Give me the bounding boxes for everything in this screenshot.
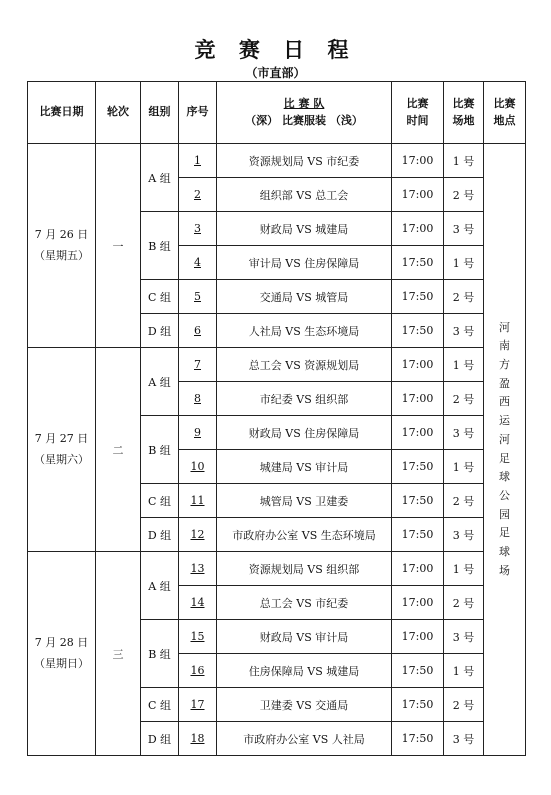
header-venue bbox=[484, 82, 526, 144]
header-teams-title: 比 赛 队 bbox=[283, 97, 325, 110]
group-cell: D 组 bbox=[141, 518, 179, 552]
field-cell: 2 号 bbox=[444, 586, 484, 620]
field-cell: 1 号 bbox=[444, 450, 484, 484]
teams-cell: 交通局 VS 城管局 bbox=[217, 280, 392, 314]
seq-cell bbox=[179, 586, 217, 620]
seq-cell bbox=[179, 348, 217, 382]
field-cell: 2 号 bbox=[444, 688, 484, 722]
group-cell: B 组 bbox=[141, 212, 179, 280]
time-cell: 17:50 bbox=[392, 280, 444, 314]
teams-cell: 审计局 VS 住房保障局 bbox=[217, 246, 392, 280]
header-field bbox=[444, 82, 484, 144]
header-venue-line1: 比赛 bbox=[493, 97, 516, 110]
seq-cell bbox=[179, 654, 217, 688]
match-date-cell bbox=[28, 348, 96, 552]
teams-cell: 人社局 VS 生态环境局 bbox=[217, 314, 392, 348]
seq-cell bbox=[179, 620, 217, 654]
group-cell: B 组 bbox=[141, 416, 179, 484]
seq-number: 14 bbox=[190, 596, 205, 609]
field-cell: 1 号 bbox=[444, 552, 484, 586]
seq-number: 16 bbox=[190, 664, 205, 677]
seq-number: 17 bbox=[190, 698, 205, 711]
time-cell: 17:50 bbox=[392, 518, 444, 552]
match-weekday: （星期五） bbox=[34, 248, 89, 262]
time-cell: 17:00 bbox=[392, 416, 444, 450]
seq-cell bbox=[179, 722, 217, 756]
venue-char: 西 bbox=[499, 395, 510, 409]
group-cell: C 组 bbox=[141, 688, 179, 722]
table-row bbox=[28, 144, 526, 178]
seq-cell bbox=[179, 314, 217, 348]
teams-cell: 市纪委 VS 组织部 bbox=[217, 382, 392, 416]
teams-cell: 总工会 VS 资源规划局 bbox=[217, 348, 392, 382]
teams-cell: 财政局 VS 审计局 bbox=[217, 620, 392, 654]
group-cell: C 组 bbox=[141, 280, 179, 314]
seq-cell bbox=[179, 688, 217, 722]
time-cell: 17:50 bbox=[392, 722, 444, 756]
group-cell: A 组 bbox=[141, 552, 179, 620]
time-cell: 17:50 bbox=[392, 450, 444, 484]
seq-cell bbox=[179, 552, 217, 586]
field-cell: 2 号 bbox=[444, 382, 484, 416]
teams-cell: 城建局 VS 审计局 bbox=[217, 450, 392, 484]
time-cell: 17:50 bbox=[392, 654, 444, 688]
venue-char: 方 bbox=[499, 358, 510, 372]
teams-cell: 财政局 VS 城建局 bbox=[217, 212, 392, 246]
match-date-cell bbox=[28, 144, 96, 348]
seq-number: 4 bbox=[194, 256, 201, 269]
time-cell: 17:50 bbox=[392, 484, 444, 518]
teams-cell: 城管局 VS 卫建委 bbox=[217, 484, 392, 518]
teams-cell: 市政府办公室 VS 人社局 bbox=[217, 722, 392, 756]
seq-number: 6 bbox=[194, 324, 201, 337]
field-cell: 1 号 bbox=[444, 348, 484, 382]
teams-cell: 总工会 VS 市纪委 bbox=[217, 586, 392, 620]
match-date-cell bbox=[28, 552, 96, 756]
round-cell: 一 bbox=[96, 144, 141, 348]
venue-char: 河 bbox=[499, 320, 510, 334]
page-title: 竞 赛 日 程 bbox=[194, 38, 357, 62]
header-group: 组别 bbox=[141, 82, 179, 144]
teams-cell: 住房保障局 VS 城建局 bbox=[217, 654, 392, 688]
table-row bbox=[28, 348, 526, 382]
time-cell: 17:00 bbox=[392, 552, 444, 586]
seq-number: 7 bbox=[194, 358, 201, 371]
time-cell: 17:00 bbox=[392, 348, 444, 382]
field-cell: 3 号 bbox=[444, 212, 484, 246]
group-cell: D 组 bbox=[141, 314, 179, 348]
schedule-body bbox=[28, 144, 526, 756]
seq-cell bbox=[179, 416, 217, 450]
group-cell: C 组 bbox=[141, 484, 179, 518]
time-cell: 17:00 bbox=[392, 382, 444, 416]
seq-number: 5 bbox=[194, 290, 201, 303]
seq-cell bbox=[179, 484, 217, 518]
schedule-table bbox=[27, 81, 526, 756]
time-cell: 17:00 bbox=[392, 212, 444, 246]
header-time-line2: 时间 bbox=[406, 113, 429, 127]
header-venue-line2: 地点 bbox=[493, 113, 516, 127]
round-cell: 三 bbox=[96, 552, 141, 756]
seq-cell bbox=[179, 382, 217, 416]
seq-cell bbox=[179, 518, 217, 552]
group-cell: A 组 bbox=[141, 144, 179, 212]
header-date: 比赛日期 bbox=[28, 82, 96, 144]
match-weekday: （星期日） bbox=[34, 656, 89, 670]
header-time-line1: 比赛 bbox=[406, 97, 429, 110]
venue-char: 足 bbox=[499, 526, 510, 540]
table-row bbox=[28, 552, 526, 586]
field-cell: 2 号 bbox=[444, 484, 484, 518]
time-cell: 17:50 bbox=[392, 688, 444, 722]
seq-number: 2 bbox=[194, 188, 201, 201]
teams-cell: 资源规划局 VS 组织部 bbox=[217, 552, 392, 586]
seq-cell bbox=[179, 212, 217, 246]
round-cell: 二 bbox=[96, 348, 141, 552]
field-cell: 1 号 bbox=[444, 654, 484, 688]
venue-cell bbox=[484, 144, 526, 756]
group-cell: B 组 bbox=[141, 620, 179, 688]
field-cell: 3 号 bbox=[444, 518, 484, 552]
match-date: 7 月 28 日 bbox=[34, 635, 89, 649]
teams-cell: 资源规划局 VS 市纪委 bbox=[217, 144, 392, 178]
venue-char: 场 bbox=[499, 563, 510, 577]
seq-number: 10 bbox=[190, 460, 205, 473]
time-cell: 17:00 bbox=[392, 178, 444, 212]
venue-char: 园 bbox=[499, 507, 510, 521]
seq-cell bbox=[179, 450, 217, 484]
page-subtitle: （市直部） bbox=[245, 66, 306, 80]
time-cell: 17:00 bbox=[392, 620, 444, 654]
group-cell: D 组 bbox=[141, 722, 179, 756]
teams-cell: 财政局 VS 住房保障局 bbox=[217, 416, 392, 450]
seq-number: 8 bbox=[194, 392, 201, 405]
field-cell: 2 号 bbox=[444, 280, 484, 314]
field-cell: 3 号 bbox=[444, 416, 484, 450]
header-teams-uniform: （深） 比赛服装 （浅） bbox=[245, 113, 363, 127]
match-weekday: （星期六） bbox=[34, 452, 89, 466]
time-cell: 17:50 bbox=[392, 314, 444, 348]
field-cell: 3 号 bbox=[444, 722, 484, 756]
seq-cell bbox=[179, 144, 217, 178]
teams-cell: 组织部 VS 总工会 bbox=[217, 178, 392, 212]
venue-char: 球 bbox=[499, 544, 510, 558]
group-cell: A 组 bbox=[141, 348, 179, 416]
seq-number: 9 bbox=[194, 426, 201, 439]
header-field-line2: 场地 bbox=[452, 113, 475, 127]
venue-char: 河 bbox=[499, 432, 510, 446]
header-round: 轮次 bbox=[96, 82, 141, 144]
venue-char: 足 bbox=[499, 451, 510, 465]
seq-cell bbox=[179, 246, 217, 280]
field-cell: 1 号 bbox=[444, 144, 484, 178]
header-time bbox=[392, 82, 444, 144]
field-cell: 2 号 bbox=[444, 178, 484, 212]
venue-char: 运 bbox=[499, 414, 510, 428]
venue-char: 南 bbox=[499, 339, 510, 353]
header-field-line1: 比赛 bbox=[452, 97, 475, 110]
seq-number: 13 bbox=[190, 562, 205, 575]
venue-char: 公 bbox=[499, 488, 510, 502]
seq-number: 1 bbox=[194, 154, 201, 167]
table-header-row bbox=[28, 82, 526, 144]
field-cell: 3 号 bbox=[444, 314, 484, 348]
match-date: 7 月 26 日 bbox=[34, 227, 89, 241]
field-cell: 3 号 bbox=[444, 620, 484, 654]
time-cell: 17:00 bbox=[392, 586, 444, 620]
venue-char: 球 bbox=[499, 470, 510, 484]
seq-number: 3 bbox=[194, 222, 201, 235]
seq-number: 12 bbox=[190, 528, 205, 541]
teams-cell: 市政府办公室 VS 生态环境局 bbox=[217, 518, 392, 552]
time-cell: 17:00 bbox=[392, 144, 444, 178]
seq-number: 18 bbox=[190, 732, 205, 745]
teams-cell: 卫建委 VS 交通局 bbox=[217, 688, 392, 722]
match-date: 7 月 27 日 bbox=[34, 431, 89, 445]
seq-number: 15 bbox=[190, 630, 205, 643]
seq-cell bbox=[179, 178, 217, 212]
venue-char: 盈 bbox=[499, 376, 510, 390]
seq-number: 11 bbox=[190, 494, 205, 507]
time-cell: 17:50 bbox=[392, 246, 444, 280]
field-cell: 1 号 bbox=[444, 246, 484, 280]
header-teams bbox=[217, 82, 392, 144]
header-seq: 序号 bbox=[179, 82, 217, 144]
seq-cell bbox=[179, 280, 217, 314]
